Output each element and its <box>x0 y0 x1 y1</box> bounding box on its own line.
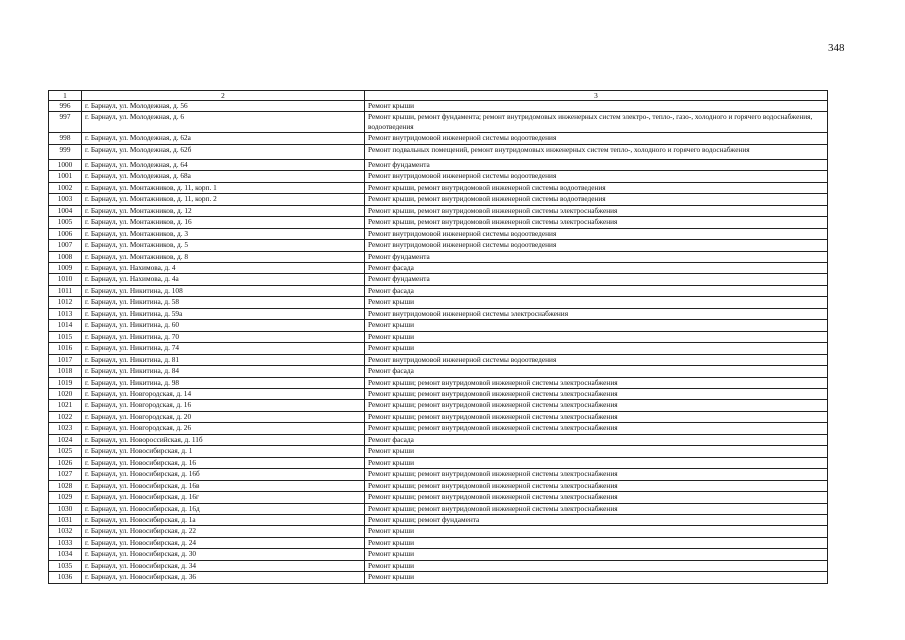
row-number-cell: 1033 <box>49 537 82 548</box>
address-cell: г. Барнаул, ул. Новгородская, д. 14 <box>82 388 365 399</box>
row-number-cell: 1015 <box>49 331 82 342</box>
row-number-cell: 1024 <box>49 434 82 445</box>
table-row <box>49 228 828 239</box>
table-row <box>49 537 828 548</box>
address-cell: г. Барнаул, ул. Молодежная, д. 56 <box>82 101 365 112</box>
address-cell: г. Барнаул, ул. Монтажников, д. 11, корп. 2 <box>82 194 365 205</box>
work-cell: Ремонт крыши; ремонт внутридомовой инженерной системы электроснабжения <box>365 423 828 434</box>
table-row <box>49 262 828 273</box>
address-cell: г. Барнаул, ул. Нахимова, д. 4а <box>82 274 365 285</box>
table-row <box>49 400 828 411</box>
row-number-cell: 1003 <box>49 194 82 205</box>
table-row <box>49 133 828 144</box>
table-row <box>49 377 828 388</box>
work-cell: Ремонт крыши; ремонт внутридомовой инженерной системы электроснабжения <box>365 377 828 388</box>
work-cell: Ремонт подвальных помещений, ремонт внутридомовых инженерных систем тепло-, холодного и горячего водоснабжения <box>365 144 828 159</box>
address-cell: г. Барнаул, ул. Новосибирская, д. 16б <box>82 469 365 480</box>
table-body <box>49 101 828 584</box>
address-cell: г. Барнаул, ул. Молодежная, д. 64 <box>82 159 365 170</box>
table-row <box>49 457 828 468</box>
table-row <box>49 560 828 571</box>
address-cell: г. Барнаул, ул. Никитина, д. 59а <box>82 308 365 319</box>
row-number-cell: 1010 <box>49 274 82 285</box>
work-cell: Ремонт фундамента <box>365 159 828 170</box>
row-number-cell: 1002 <box>49 182 82 193</box>
table-row <box>49 217 828 228</box>
work-cell: Ремонт крыши; ремонт внутридомовой инженерной системы электроснабжения <box>365 503 828 514</box>
work-cell: Ремонт крыши; ремонт внутридомовой инженерной системы электроснабжения <box>365 492 828 503</box>
table-row <box>49 159 828 170</box>
address-cell: г. Барнаул, ул. Монтажников, д. 5 <box>82 240 365 251</box>
work-cell: Ремонт крыши; ремонт внутридомовой инженерной системы электроснабжения <box>365 480 828 491</box>
address-cell: г. Барнаул, ул. Монтажников, д. 16 <box>82 217 365 228</box>
address-cell: г. Барнаул, ул. Новосибирская, д. 16г <box>82 492 365 503</box>
row-number-cell: 996 <box>49 101 82 112</box>
table-row <box>49 171 828 182</box>
work-cell: Ремонт фасада <box>365 285 828 296</box>
table-row <box>49 572 828 583</box>
table-row <box>49 308 828 319</box>
table-header-row <box>49 91 828 101</box>
row-number-cell: 1032 <box>49 526 82 537</box>
table-row <box>49 297 828 308</box>
row-number-cell: 1030 <box>49 503 82 514</box>
table-row <box>49 434 828 445</box>
row-number-cell: 1001 <box>49 171 82 182</box>
row-number-cell: 1036 <box>49 572 82 583</box>
table-row <box>49 549 828 560</box>
address-cell: г. Барнаул, ул. Новосибирская, д. 22 <box>82 526 365 537</box>
row-number-cell: 1009 <box>49 262 82 273</box>
work-cell: Ремонт крыши <box>365 560 828 571</box>
work-cell: Ремонт внутридомовой инженерной системы водоотведения <box>365 240 828 251</box>
table-row <box>49 320 828 331</box>
work-cell: Ремонт крыши; ремонт внутридомовой инженерной системы электроснабжения <box>365 400 828 411</box>
address-cell: г. Барнаул, ул. Молодежная, д. 62б <box>82 144 365 159</box>
work-cell: Ремонт фасада <box>365 262 828 273</box>
work-cell: Ремонт крыши <box>365 101 828 112</box>
row-number-cell: 1000 <box>49 159 82 170</box>
row-number-cell: 1023 <box>49 423 82 434</box>
table-row <box>49 285 828 296</box>
address-cell: г. Барнаул, ул. Новосибирская, д. 16в <box>82 480 365 491</box>
work-cell: Ремонт крыши; ремонт внутридомовой инженерной системы электроснабжения <box>365 469 828 480</box>
work-cell: Ремонт внутридомовой инженерной системы водоотведения <box>365 133 828 144</box>
work-cell: Ремонт крыши <box>365 457 828 468</box>
table-row <box>49 411 828 422</box>
row-number-cell: 1007 <box>49 240 82 251</box>
column-header-work: 3 <box>365 91 828 101</box>
work-cell: Ремонт фасада <box>365 366 828 377</box>
table-row <box>49 480 828 491</box>
table-row <box>49 240 828 251</box>
address-cell: г. Барнаул, ул. Новосибирская, д. 1 <box>82 446 365 457</box>
repair-register-table <box>48 90 828 584</box>
table-row <box>49 274 828 285</box>
table-row <box>49 182 828 193</box>
address-cell: г. Барнаул, ул. Никитина, д. 60 <box>82 320 365 331</box>
table-row <box>49 514 828 525</box>
table-row <box>49 144 828 159</box>
row-number-cell: 1027 <box>49 469 82 480</box>
address-cell: г. Барнаул, ул. Никитина, д. 58 <box>82 297 365 308</box>
table-row <box>49 101 828 112</box>
row-number-cell: 1014 <box>49 320 82 331</box>
address-cell: г. Барнаул, ул. Нахимова, д. 4 <box>82 262 365 273</box>
row-number-cell: 1011 <box>49 285 82 296</box>
address-cell: г. Барнаул, ул. Новосибирская, д. 16д <box>82 503 365 514</box>
address-cell: г. Барнаул, ул. Монтажников, д. 11, корп. 1 <box>82 182 365 193</box>
address-cell: г. Барнаул, ул. Новосибирская, д. 36 <box>82 572 365 583</box>
address-cell: г. Барнаул, ул. Молодежная, д. 6 <box>82 112 365 133</box>
work-cell: Ремонт крыши, ремонт фундамента; ремонт внутридомовых инженерных систем электро-, тепло-, газо-, холодного и горячего водоснабжения, водоотведения <box>365 112 828 133</box>
work-cell: Ремонт крыши, ремонт внутридомовой инженерной системы электроснабжения <box>365 205 828 216</box>
address-cell: г. Барнаул, ул. Молодежная, д. 62а <box>82 133 365 144</box>
address-cell: г. Барнаул, ул. Никитина, д. 74 <box>82 343 365 354</box>
row-number-cell: 1029 <box>49 492 82 503</box>
row-number-cell: 1018 <box>49 366 82 377</box>
page-number: 348 <box>828 42 845 54</box>
work-cell: Ремонт внутридомовой инженерной системы электроснабжения <box>365 308 828 319</box>
table-row <box>49 446 828 457</box>
table-row <box>49 343 828 354</box>
work-cell: Ремонт внутридомовой инженерной системы водоотведения <box>365 171 828 182</box>
row-number-cell: 1016 <box>49 343 82 354</box>
work-cell: Ремонт крыши <box>365 537 828 548</box>
row-number-cell: 1020 <box>49 388 82 399</box>
row-number-cell: 1008 <box>49 251 82 262</box>
work-cell: Ремонт фундамента <box>365 251 828 262</box>
row-number-cell: 1013 <box>49 308 82 319</box>
address-cell: г. Барнаул, ул. Новороссийская, д. 11б <box>82 434 365 445</box>
address-cell: г. Барнаул, ул. Никитина, д. 70 <box>82 331 365 342</box>
table-row <box>49 366 828 377</box>
work-cell: Ремонт крыши <box>365 320 828 331</box>
work-cell: Ремонт крыши <box>365 331 828 342</box>
row-number-cell: 1019 <box>49 377 82 388</box>
address-cell: г. Барнаул, ул. Молодежная, д. 68а <box>82 171 365 182</box>
table-row <box>49 354 828 365</box>
address-cell: г. Барнаул, ул. Новосибирская, д. 24 <box>82 537 365 548</box>
row-number-cell: 1022 <box>49 411 82 422</box>
row-number-cell: 1012 <box>49 297 82 308</box>
row-number-cell: 1006 <box>49 228 82 239</box>
table-row <box>49 194 828 205</box>
address-cell: г. Барнаул, ул. Монтажников, д. 12 <box>82 205 365 216</box>
address-cell: г. Барнаул, ул. Монтажников, д. 3 <box>82 228 365 239</box>
row-number-cell: 1026 <box>49 457 82 468</box>
address-cell: г. Барнаул, ул. Новосибирская, д. 1а <box>82 514 365 525</box>
column-header-address: 2 <box>82 91 365 101</box>
table-row <box>49 423 828 434</box>
work-cell: Ремонт крыши; ремонт фундамента <box>365 514 828 525</box>
address-cell: г. Барнаул, ул. Новосибирская, д. 34 <box>82 560 365 571</box>
row-number-cell: 1034 <box>49 549 82 560</box>
row-number-cell: 1025 <box>49 446 82 457</box>
address-cell: г. Барнаул, ул. Новгородская, д. 20 <box>82 411 365 422</box>
address-cell: г. Барнаул, ул. Монтажников, д. 8 <box>82 251 365 262</box>
table-row <box>49 492 828 503</box>
table-row <box>49 526 828 537</box>
work-cell: Ремонт фасада <box>365 434 828 445</box>
row-number-cell: 1031 <box>49 514 82 525</box>
work-cell: Ремонт крыши, ремонт внутридомовой инженерной системы водоотведения <box>365 182 828 193</box>
work-cell: Ремонт крыши; ремонт внутридомовой инженерной системы электроснабжения <box>365 388 828 399</box>
row-number-cell: 1017 <box>49 354 82 365</box>
work-cell: Ремонт внутридомовой инженерной системы водоотведения <box>365 354 828 365</box>
row-number-cell: 1028 <box>49 480 82 491</box>
address-cell: г. Барнаул, ул. Никитина, д. 81 <box>82 354 365 365</box>
table-row <box>49 503 828 514</box>
work-cell: Ремонт крыши <box>365 549 828 560</box>
address-cell: г. Барнаул, ул. Новгородская, д. 16 <box>82 400 365 411</box>
work-cell: Ремонт крыши, ремонт внутридомовой инженерной системы электроснабжения <box>365 217 828 228</box>
table-row <box>49 331 828 342</box>
address-cell: г. Барнаул, ул. Новосибирская, д. 16 <box>82 457 365 468</box>
row-number-cell: 1005 <box>49 217 82 228</box>
work-cell: Ремонт фундамента <box>365 274 828 285</box>
table-row <box>49 251 828 262</box>
address-cell: г. Барнаул, ул. Новгородская, д. 26 <box>82 423 365 434</box>
row-number-cell: 1004 <box>49 205 82 216</box>
work-cell: Ремонт крыши; ремонт внутридомовой инженерной системы электроснабжения <box>365 411 828 422</box>
work-cell: Ремонт крыши <box>365 446 828 457</box>
row-number-cell: 998 <box>49 133 82 144</box>
row-number-cell: 997 <box>49 112 82 133</box>
table-row <box>49 205 828 216</box>
table-row <box>49 469 828 480</box>
table-row <box>49 112 828 133</box>
address-cell: г. Барнаул, ул. Никитина, д. 98 <box>82 377 365 388</box>
row-number-cell: 1035 <box>49 560 82 571</box>
address-cell: г. Барнаул, ул. Никитина, д. 108 <box>82 285 365 296</box>
work-cell: Ремонт крыши <box>365 297 828 308</box>
address-cell: г. Барнаул, ул. Никитина, д. 84 <box>82 366 365 377</box>
work-cell: Ремонт внутридомовой инженерной системы водоотведения <box>365 228 828 239</box>
column-header-number: 1 <box>49 91 82 101</box>
work-cell: Ремонт крыши, ремонт внутридомовой инженерной системы водоотведения <box>365 194 828 205</box>
row-number-cell: 999 <box>49 144 82 159</box>
work-cell: Ремонт крыши <box>365 343 828 354</box>
work-cell: Ремонт крыши <box>365 572 828 583</box>
work-cell: Ремонт крыши <box>365 526 828 537</box>
table-row <box>49 388 828 399</box>
row-number-cell: 1021 <box>49 400 82 411</box>
address-cell: г. Барнаул, ул. Новосибирская, д. 30 <box>82 549 365 560</box>
